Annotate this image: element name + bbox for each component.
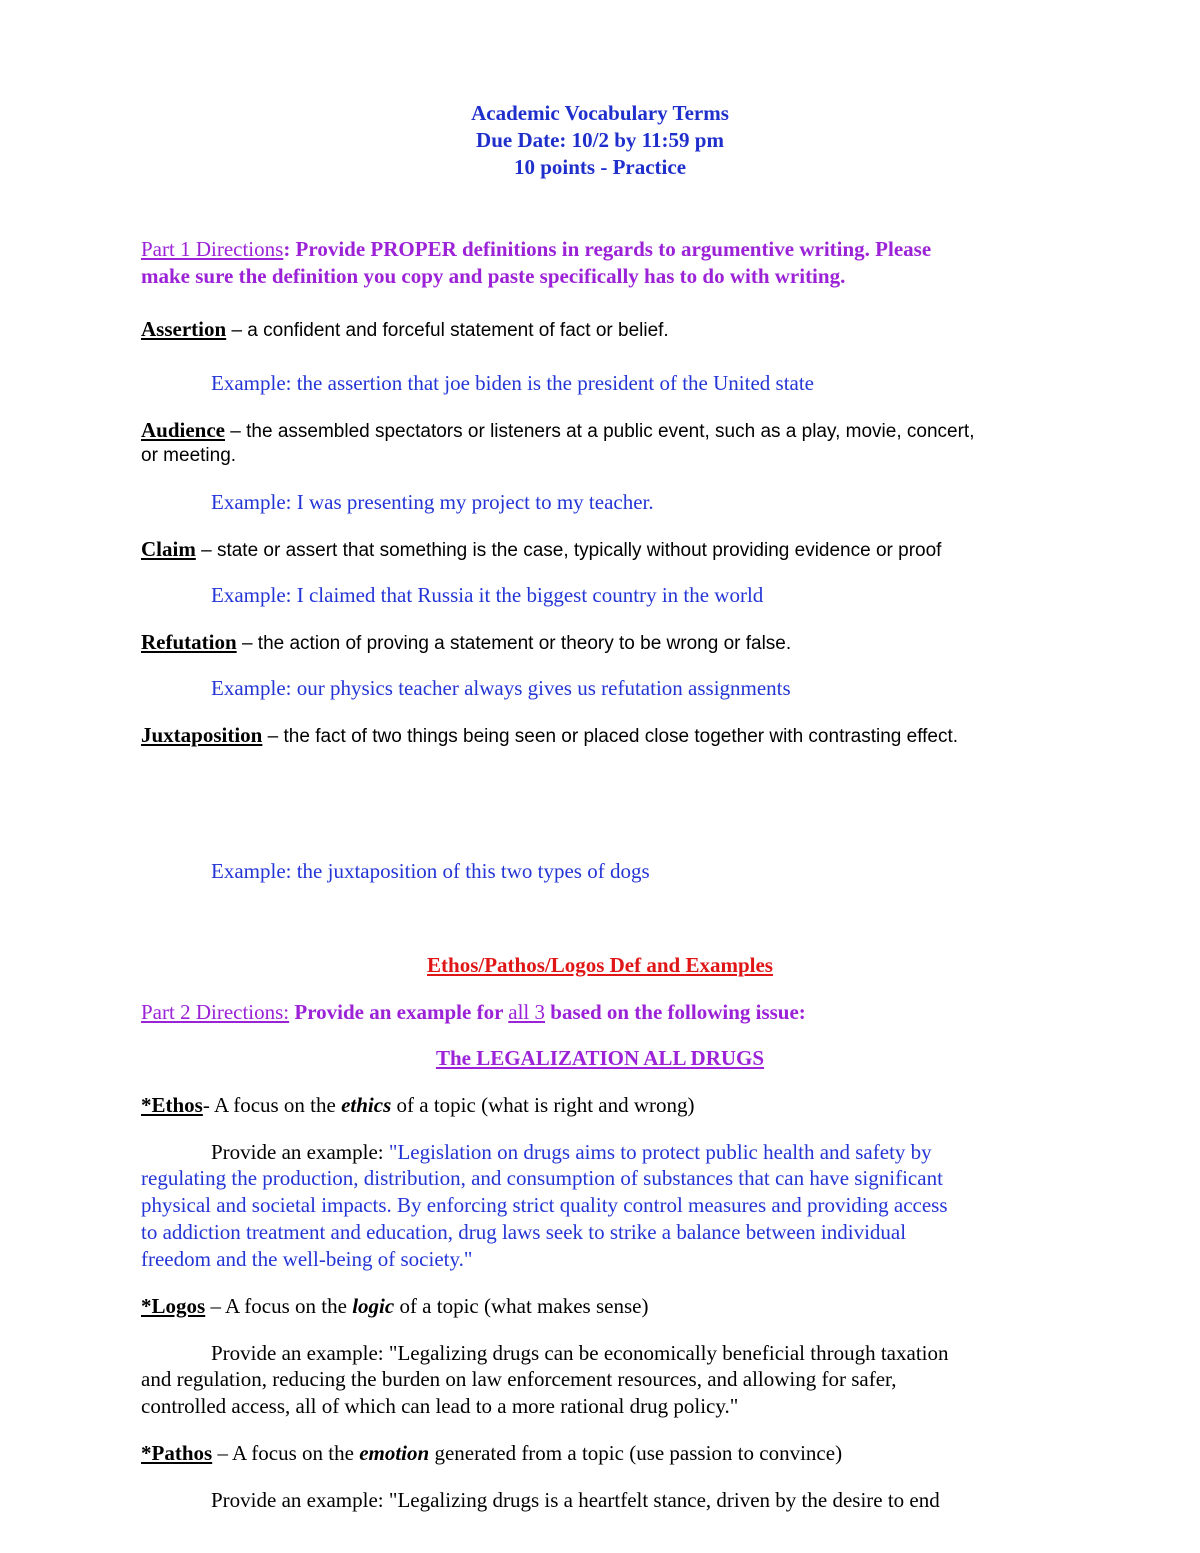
appeal-example-line: controlled access, all of which can lead to a more rational drug policy." (141, 1394, 739, 1418)
term-label: Juxtaposition (141, 723, 263, 747)
term-example: Example: I was presenting my project to my teacher. (211, 490, 654, 514)
term-claim (141, 536, 941, 564)
appeal-example-line: and regulation, reducing the burden on law enforcement resources, and allowing for safer, (141, 1367, 897, 1391)
term-assertion (141, 316, 669, 344)
term-definition: – a confident and forceful statement of fact or belief. (226, 320, 669, 341)
appeal-term: *Ethos (141, 1093, 203, 1117)
appeal-ethos: *Ethos- A focus on the ethics of a topic (what is right and wrong) (141, 1093, 695, 1117)
term-definition: – the action of proving a statement or theory to be wrong or false. (236, 633, 792, 654)
example-prompt: Provide an example: (211, 1341, 389, 1365)
term-definition: – the fact of two things being seen or placed close together with contrasting effect. (262, 726, 959, 747)
appeal-example-line: freedom and the well-being of society." (141, 1247, 473, 1271)
appeal-pathos: *Pathos – A focus on the emotion generated from a topic (use passion to convince) (141, 1441, 843, 1465)
example-prompt: Provide an example: (211, 1140, 389, 1164)
points-label: 10 points - Practice (513, 155, 687, 179)
document-title: Academic Vocabulary Terms (471, 101, 729, 125)
appeal-term: *Pathos (141, 1441, 213, 1465)
appeal-example-line: physical and societal impacts. By enforcing strict quality control measures and providing access (141, 1193, 948, 1217)
part1-directions-line1: Part 1 Directions: Provide PROPER definitions in regards to argumentive writing. Please (141, 237, 932, 261)
example-prompt: Provide an example: (211, 1488, 389, 1512)
term-refutation (141, 629, 791, 657)
section2-heading: Ethos/Pathos/Logos Def and Examples (427, 953, 773, 977)
appeal-example-line: regulating the production, distribution, and consumption of substances that can have significant (141, 1166, 943, 1190)
term-label: Assertion (141, 317, 227, 341)
part1-directions-label: Part 1 Directions (141, 237, 284, 261)
appeal-example-line: to addiction treatment and education, drug laws seek to strike a balance between individual (141, 1220, 907, 1244)
term-example: Example: I claimed that Russia it the biggest country in the world (211, 583, 764, 607)
term-juxtaposition (141, 722, 958, 750)
term-label: Claim (141, 537, 196, 561)
term-label: Refutation (141, 630, 237, 654)
appeal-example-line: Provide an example: "Legalizing drugs is a heartfelt stance, driven by the desire to end (211, 1488, 940, 1512)
appeal-example-line: Provide an example: "Legalizing drugs can be economically beneficial through taxation (211, 1341, 949, 1365)
term-label: Audience (141, 418, 225, 442)
term-definition: – the assembled spectators or listeners at a public event, such as a play, movie, concert, (225, 421, 975, 442)
due-date: Due Date: 10/2 by 11:59 pm (476, 128, 724, 152)
term-audience (141, 417, 974, 445)
term-example: Example: the assertion that joe biden is the president of the United state (211, 371, 815, 395)
appeal-example-line: Provide an example: "Legislation on drugs aims to protect public health and safety by (211, 1140, 932, 1164)
part1-directions-line2: make sure the definition you copy and paste specifically has to do with writing. (141, 264, 846, 288)
part2-directions: Part 2 Directions: Provide an example for all 3 based on the following issue: (141, 1000, 806, 1024)
term-definition: – state or assert that something is the case, typically without providing evidence or proof (195, 540, 942, 561)
appeal-logos: *Logos – A focus on the logic of a topic (what makes sense) (141, 1294, 649, 1318)
part2-directions-label: Part 2 Directions: (141, 1000, 290, 1024)
appeal-term: *Logos (141, 1294, 206, 1318)
term-definition-cont: or meeting. (141, 445, 237, 466)
term-example: Example: our physics teacher always gives us refutation assignments (211, 676, 791, 700)
term-example: Example: the juxtaposition of this two types of dogs (211, 859, 650, 883)
issue-title: The LEGALIZATION ALL DRUGS (435, 1046, 765, 1070)
